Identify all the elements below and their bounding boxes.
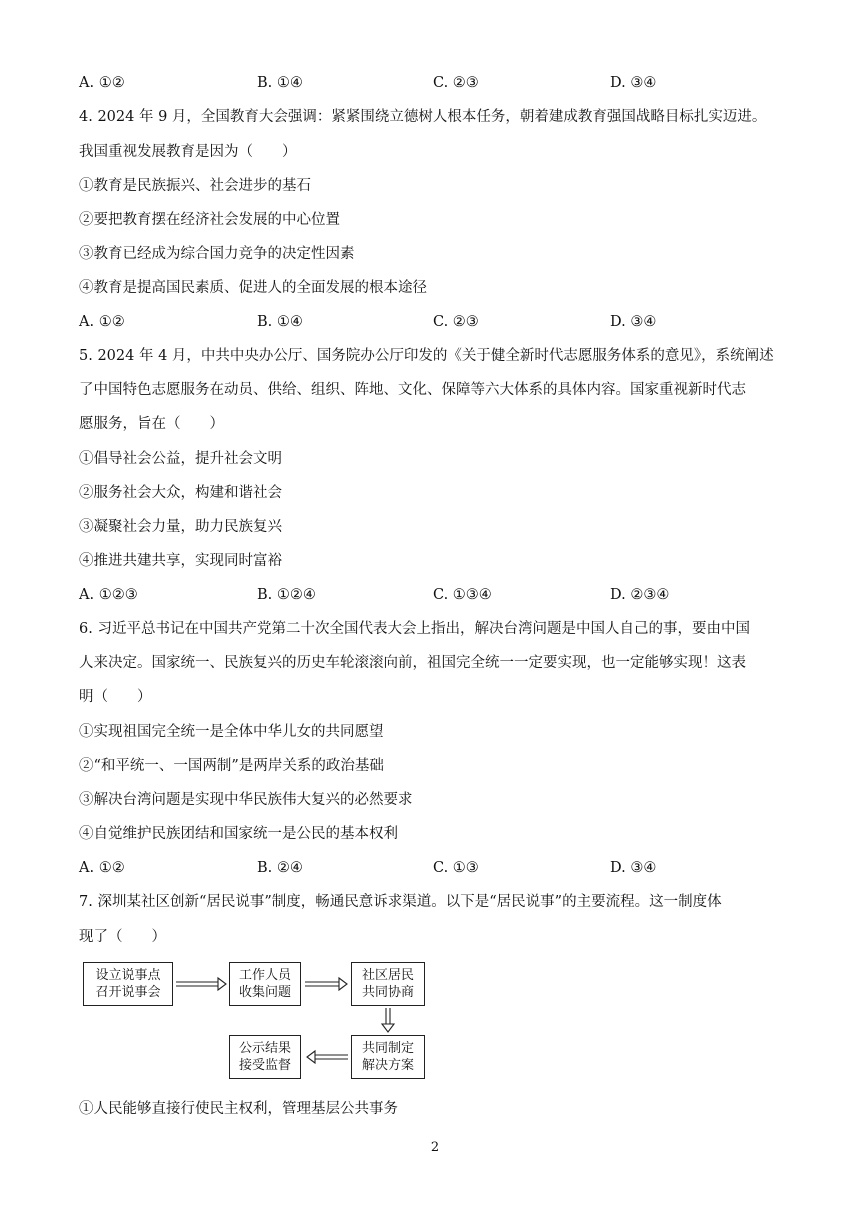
q5-option-b[interactable]: B. ①②④	[257, 587, 316, 603]
flow-step-4-line: 共同制定	[361, 1041, 414, 1056]
arrow-right-icon	[305, 978, 347, 990]
q7-item: ①人民能够直接行使民主权利，管理基层公共事务	[79, 1101, 398, 1117]
flow-step-2-line: 工作人员	[238, 968, 291, 983]
flow-step-5-line: 公示结果	[238, 1041, 291, 1056]
q6-item: ③解决台湾问题是实现中华民族伟大复兴的必然要求	[79, 792, 413, 808]
flow-step-4-line: 解决方案	[361, 1058, 414, 1073]
q4-item: ④教育是提高国民素质、促进人的全面发展的根本途径	[79, 280, 427, 296]
q6-option-d[interactable]: D. ③④	[610, 860, 657, 876]
q4-stem-line: 4. 2024 年 9 月，全国教育大会强调：紧紧围绕立德树人根本任务，朝着建成教育强国战略目标扎实迈进。	[79, 109, 767, 125]
q4-item: ①教育是民族振兴、社会进步的基石	[79, 178, 311, 194]
q7-stem-line: 7. 深圳某社区创新“居民说事”制度，畅通民意诉求渠道。以下是“居民说事”的主要流程。这一制度体	[79, 894, 722, 910]
q6-option-b[interactable]: B. ②④	[257, 860, 303, 876]
q6-item: ①实现祖国完全统一是全体中华儿女的共同愿望	[79, 724, 384, 740]
q4-item: ③教育已经成为综合国力竞争的决定性因素	[79, 246, 355, 262]
arrow-right-icon	[176, 978, 226, 990]
q5-option-a[interactable]: A. ①②③	[79, 587, 138, 603]
q5-stem-line: 5. 2024 年 4 月，中共中央办公厅、国务院办公厅印发的《关于健全新时代志愿服务体系的意见》，系统阐述	[79, 348, 774, 364]
q6-option-a[interactable]: A. ①②	[79, 860, 125, 876]
q4-option-c[interactable]: C. ②③	[433, 314, 479, 330]
q4-option-d[interactable]: D. ③④	[610, 314, 657, 330]
flow-step-1-line: 召开说事会	[95, 985, 161, 1000]
q5-option-d[interactable]: D. ②③④	[610, 587, 670, 603]
arrow-down-icon	[382, 1008, 394, 1032]
q6-stem-line: 明（ ）	[79, 689, 152, 705]
q4-option-b[interactable]: B. ①④	[257, 314, 303, 330]
q3-option-b[interactable]: B. ①④	[257, 75, 303, 91]
flow-step-3-line: 社区居民	[361, 968, 414, 983]
q7-stem-line: 现了（ ）	[79, 929, 166, 945]
q6-stem-line: 人来决定。国家统一、民族复兴的历史车轮滚滚向前，祖国完全统一一定要实现，也一定能够实现！这表	[79, 655, 746, 671]
q3-option-a[interactable]: A. ①②	[79, 75, 125, 91]
q6-option-c[interactable]: C. ①③	[433, 860, 479, 876]
q3-option-c[interactable]: C. ②③	[433, 75, 479, 91]
page-number: 2	[430, 1140, 440, 1155]
flow-step-1-line: 设立说事点	[95, 968, 161, 983]
q5-stem-line: 愿服务，旨在（ ）	[79, 416, 224, 432]
flow-step-2-line: 收集问题	[238, 985, 291, 1000]
q3-option-d[interactable]: D. ③④	[610, 75, 657, 91]
arrow-left-icon	[307, 1051, 348, 1063]
q6-item: ②“和平统一、一国两制”是两岸关系的政治基础	[79, 758, 384, 774]
q5-item: ①倡导社会公益，提升社会文明	[79, 451, 282, 467]
q6-item: ④自觉维护民族团结和国家统一是公民的基本权利	[79, 826, 398, 842]
q4-stem-line: 我国重视发展教育是因为（ ）	[79, 144, 297, 160]
q4-option-a[interactable]: A. ①②	[79, 314, 125, 330]
q4-item: ②要把教育摆在经济社会发展的中心位置	[79, 212, 340, 228]
q5-item: ③凝聚社会力量，助力民族复兴	[79, 519, 282, 535]
flow-step-5-line: 接受监督	[238, 1058, 291, 1073]
q5-stem-line: 了中国特色志愿服务在动员、供给、组织、阵地、文化、保障等六大体系的具体内容。国家重视新时代志	[79, 382, 746, 398]
q5-option-c[interactable]: C. ①③④	[433, 587, 492, 603]
q5-item: ④推进共建共享，实现同时富裕	[79, 553, 282, 569]
q5-item: ②服务社会大众，构建和谐社会	[79, 485, 282, 501]
flow-step-3-line: 共同协商	[361, 985, 414, 1000]
q6-stem-line: 6. 习近平总书记在中国共产党第二十次全国代表大会上指出，解决台湾问题是中国人自己的事，要由中国	[79, 621, 750, 637]
